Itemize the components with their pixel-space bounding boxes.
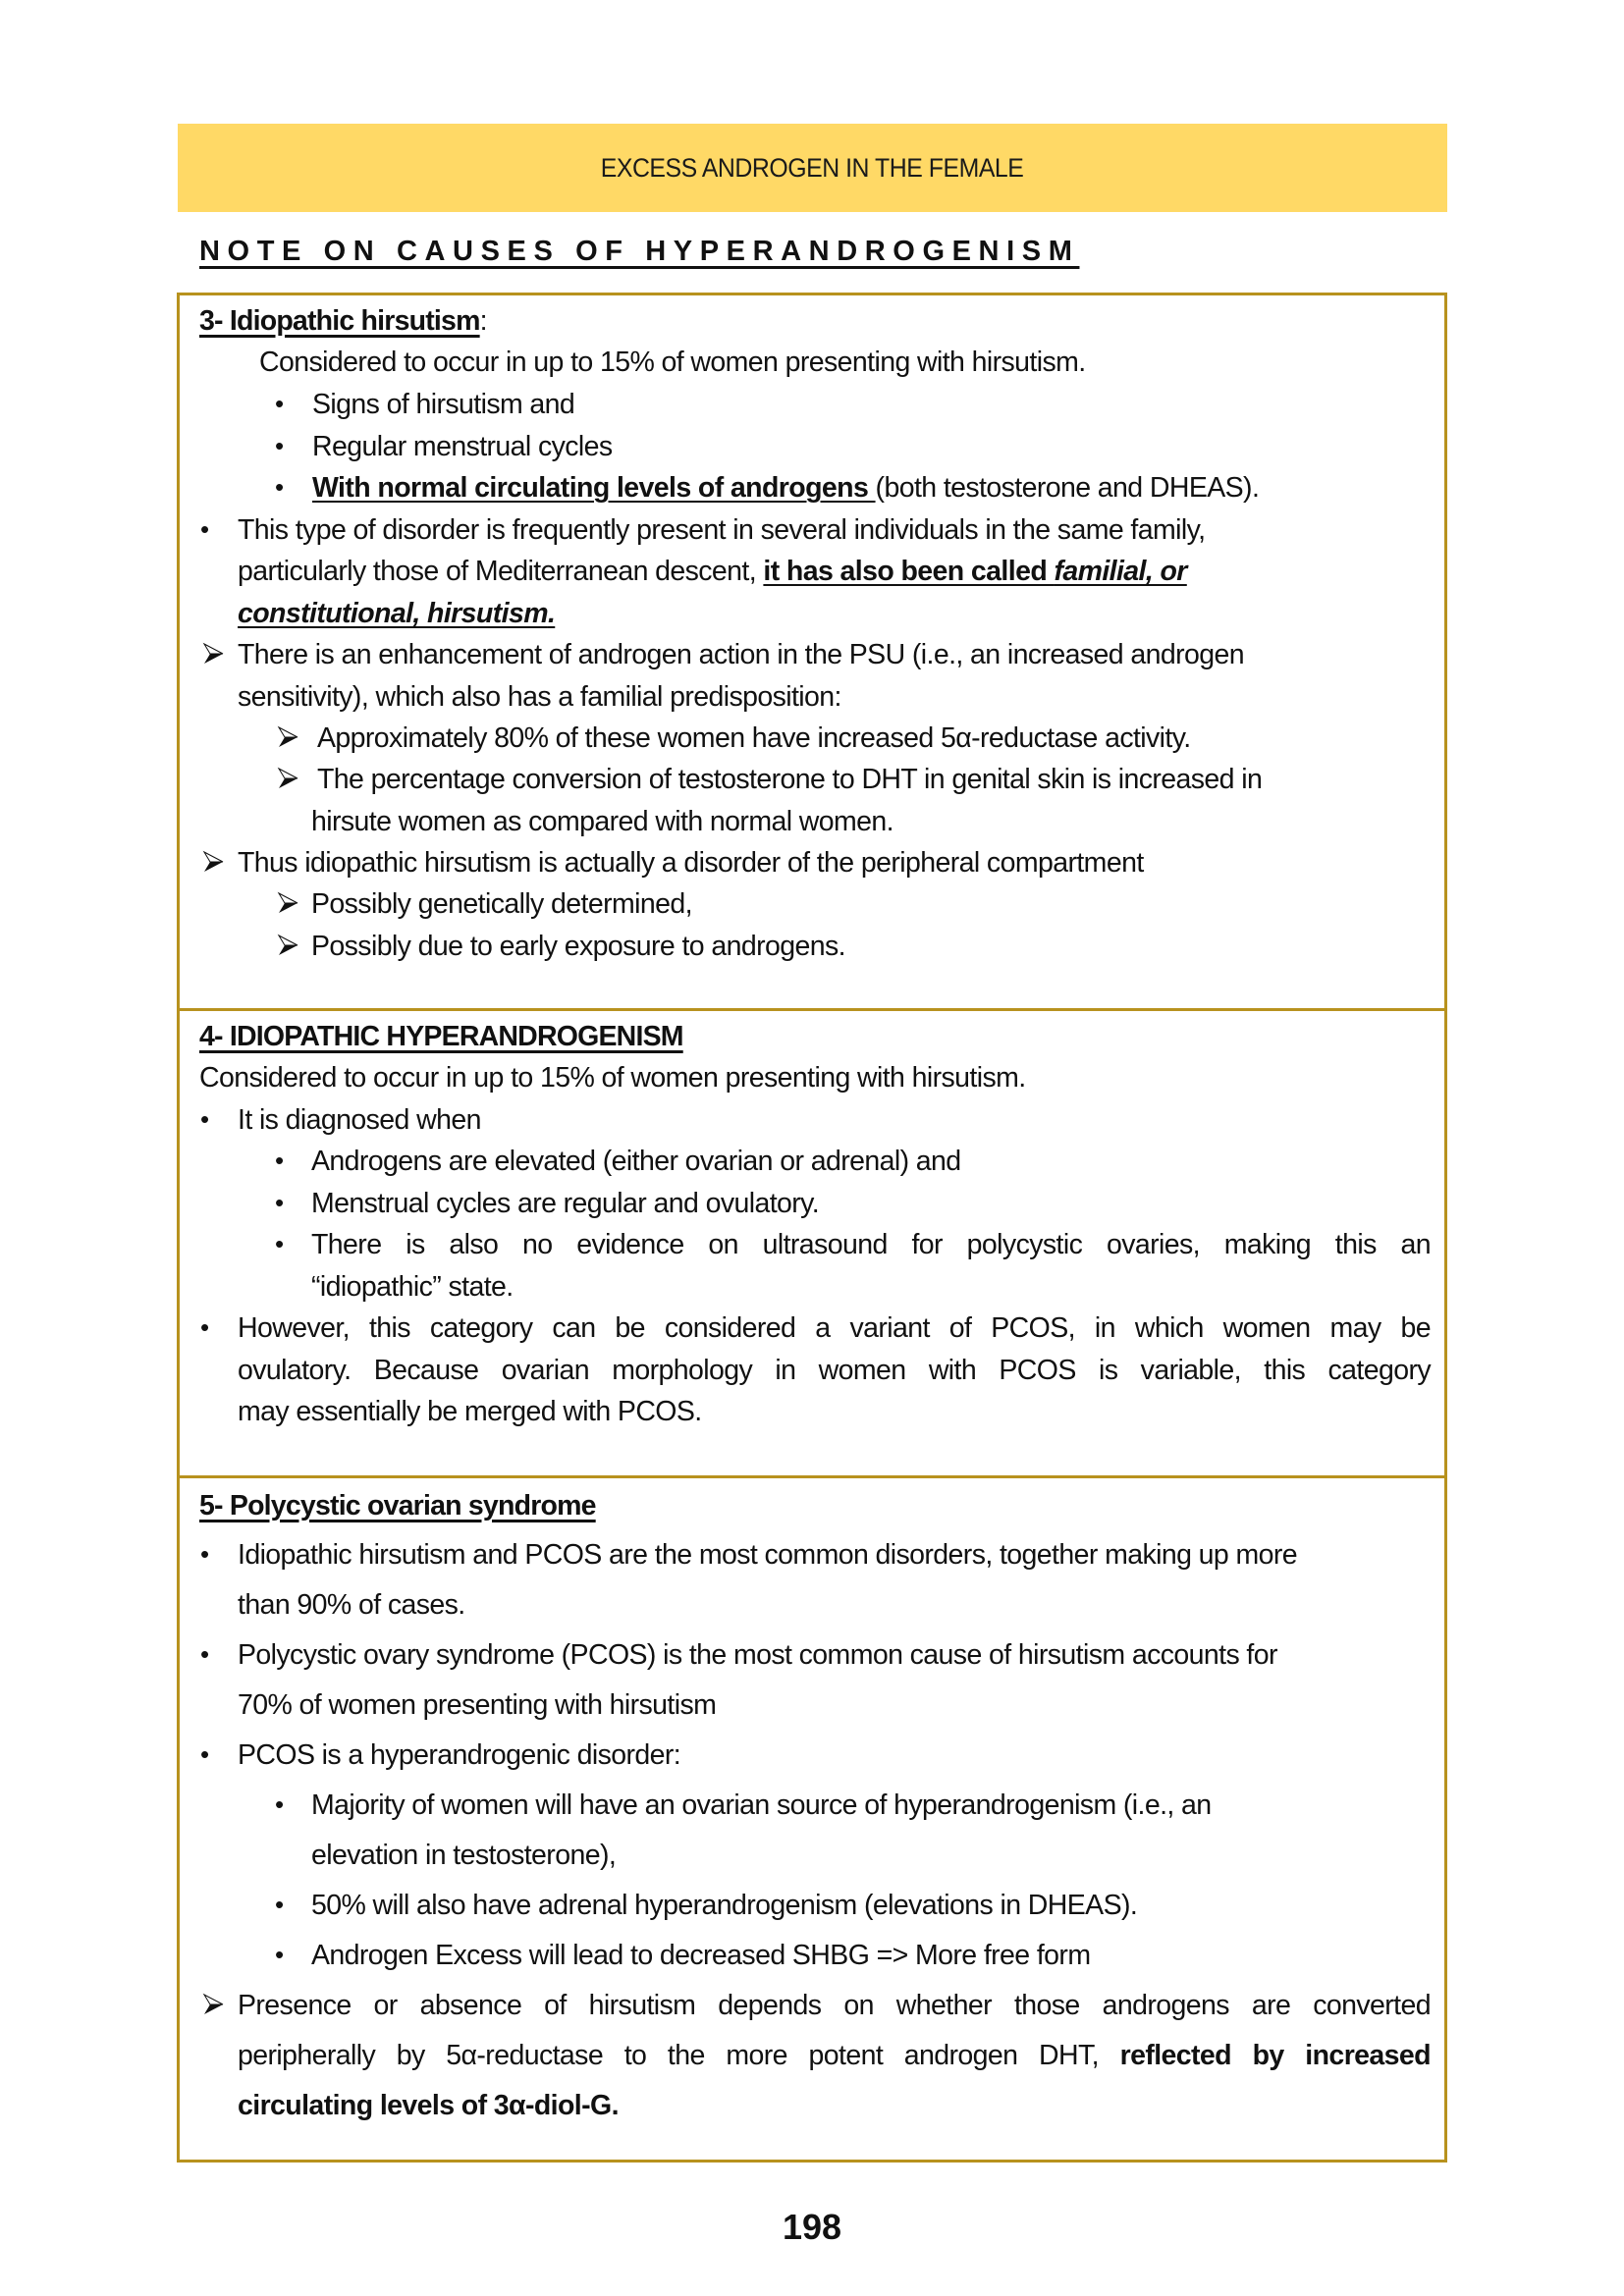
bullet-icon: •	[200, 1639, 210, 1669]
arrow-bullet-icon	[201, 642, 225, 666]
list-item: With normal circulating levels of androgens (both testosterone and DHEAS).	[312, 472, 1260, 504]
chapter-banner	[178, 124, 1447, 212]
list-item-continuation: peripherally by 5α-reductase to the more potent androgen DHT, reflected by increased	[238, 2040, 1431, 2071]
list-item-continuation: elevation in testosterone),	[311, 1840, 617, 1871]
note-heading: NOTE ON CAUSES OF HYPERANDROGENISM	[199, 236, 1080, 267]
list-item-continuation: “idiopathic” state.	[311, 1271, 514, 1303]
list-item: There is also no evidence on ultrasound for polycystic ovaries, making this an	[311, 1229, 1431, 1260]
list-item-continuation: sensitivity), which also has a familial predisposition:	[238, 681, 841, 713]
list-item: Androgens are elevated (either ovarian or adrenal) and	[311, 1146, 961, 1177]
list-item-continuation: circulating levels of 3α-diol-G.	[238, 2090, 619, 2121]
section-intro: Considered to occur in up to 15% of women presenting with hirsutism.	[259, 347, 1086, 378]
arrow-bullet-icon	[276, 767, 299, 790]
list-item: Majority of women will have an ovarian source of hyperandrogenism (i.e., an	[311, 1789, 1212, 1821]
section-idiopathic-hirsutism	[180, 295, 1444, 1009]
bullet-icon: •	[200, 1739, 210, 1769]
bullet-icon: •	[275, 472, 285, 502]
chapter-title: EXCESS ANDROGEN IN THE FEMALE	[601, 152, 1024, 183]
bullet-icon: •	[275, 1789, 285, 1819]
list-item: Signs of hirsutism and	[312, 389, 575, 420]
bullet-icon: •	[275, 389, 285, 418]
list-item: There is an enhancement of androgen action in the PSU (i.e., an increased androgen	[238, 639, 1244, 670]
content-box	[177, 293, 1447, 2163]
list-item: Regular menstrual cycles	[312, 431, 613, 462]
list-item-continuation: 70% of women presenting with hirsutism	[238, 1689, 717, 1721]
arrow-bullet-icon	[201, 1993, 225, 2016]
list-item: Thus idiopathic hirsutism is actually a disorder of the peripheral compartment	[238, 847, 1144, 879]
list-item-continuation: constitutional, hirsutism.	[238, 598, 556, 629]
list-item: Androgen Excess will lead to decreased SHBG => More free form	[311, 1940, 1091, 1971]
bullet-icon: •	[275, 431, 285, 460]
arrow-bullet-icon	[276, 725, 299, 749]
list-item: 50% will also have adrenal hyperandrogenism (elevations in DHEAS).	[311, 1890, 1138, 1921]
list-item: Idiopathic hirsutism and PCOS are the most common disorders, together making up more	[238, 1539, 1298, 1571]
bullet-icon: •	[275, 1229, 285, 1258]
list-item: This type of disorder is frequently present in several individuals in the same family,	[238, 514, 1206, 546]
list-item-continuation: hirsute women as compared with normal women.	[311, 806, 893, 837]
list-item-continuation: may essentially be merged with PCOS.	[238, 1396, 702, 1427]
bullet-icon: •	[200, 1104, 210, 1134]
list-item: Possibly genetically determined,	[311, 888, 692, 920]
section-intro: Considered to occur in up to 15% of women presenting with hirsutism.	[199, 1062, 1026, 1094]
bullet-icon: •	[200, 1312, 210, 1342]
bullet-icon: •	[200, 1539, 210, 1569]
list-item: It is diagnosed when	[238, 1104, 481, 1136]
section-title: 3- Idiopathic hirsutism:	[199, 305, 487, 337]
section-pcos	[180, 1478, 1444, 2163]
bullet-icon: •	[275, 1940, 285, 1969]
list-item-continuation: than 90% of cases.	[238, 1589, 465, 1621]
bullet-icon: •	[275, 1890, 285, 1919]
list-item: Approximately 80% of these women have increased 5α-reductase activity.	[317, 722, 1191, 754]
page-number: 198	[782, 2207, 842, 2247]
list-item-continuation: ovulatory. Because ovarian morphology in women with PCOS is variable, this category	[238, 1355, 1431, 1386]
bullet-icon: •	[275, 1188, 285, 1217]
section-title: 4- IDIOPATHIC HYPERANDROGENISM	[199, 1021, 683, 1052]
section-title: 5- Polycystic ovarian syndrome	[199, 1490, 596, 1522]
list-item-continuation: particularly those of Mediterranean descent, it has also been called familial, or	[238, 556, 1187, 587]
section-idiopathic-hyperandrogenism	[180, 1011, 1444, 1476]
arrow-bullet-icon	[201, 850, 225, 874]
list-item: The percentage conversion of testosterone to DHT in genital skin is increased in	[317, 764, 1263, 795]
bullet-icon: •	[200, 514, 210, 544]
list-item: Menstrual cycles are regular and ovulatory.	[311, 1188, 820, 1219]
bullet-icon: •	[275, 1146, 285, 1175]
list-item: Presence or absence of hirsutism depends on whether those androgens are converted	[238, 1990, 1431, 2021]
arrow-bullet-icon	[276, 934, 299, 957]
list-item: However, this category can be considered a variant of PCOS, in which women may be	[238, 1312, 1431, 1344]
list-item: PCOS is a hyperandrogenic disorder:	[238, 1739, 681, 1771]
list-item: Polycystic ovary syndrome (PCOS) is the most common cause of hirsutism accounts for	[238, 1639, 1277, 1671]
arrow-bullet-icon	[276, 891, 299, 915]
list-item: Possibly due to early exposure to androgens.	[311, 931, 845, 962]
